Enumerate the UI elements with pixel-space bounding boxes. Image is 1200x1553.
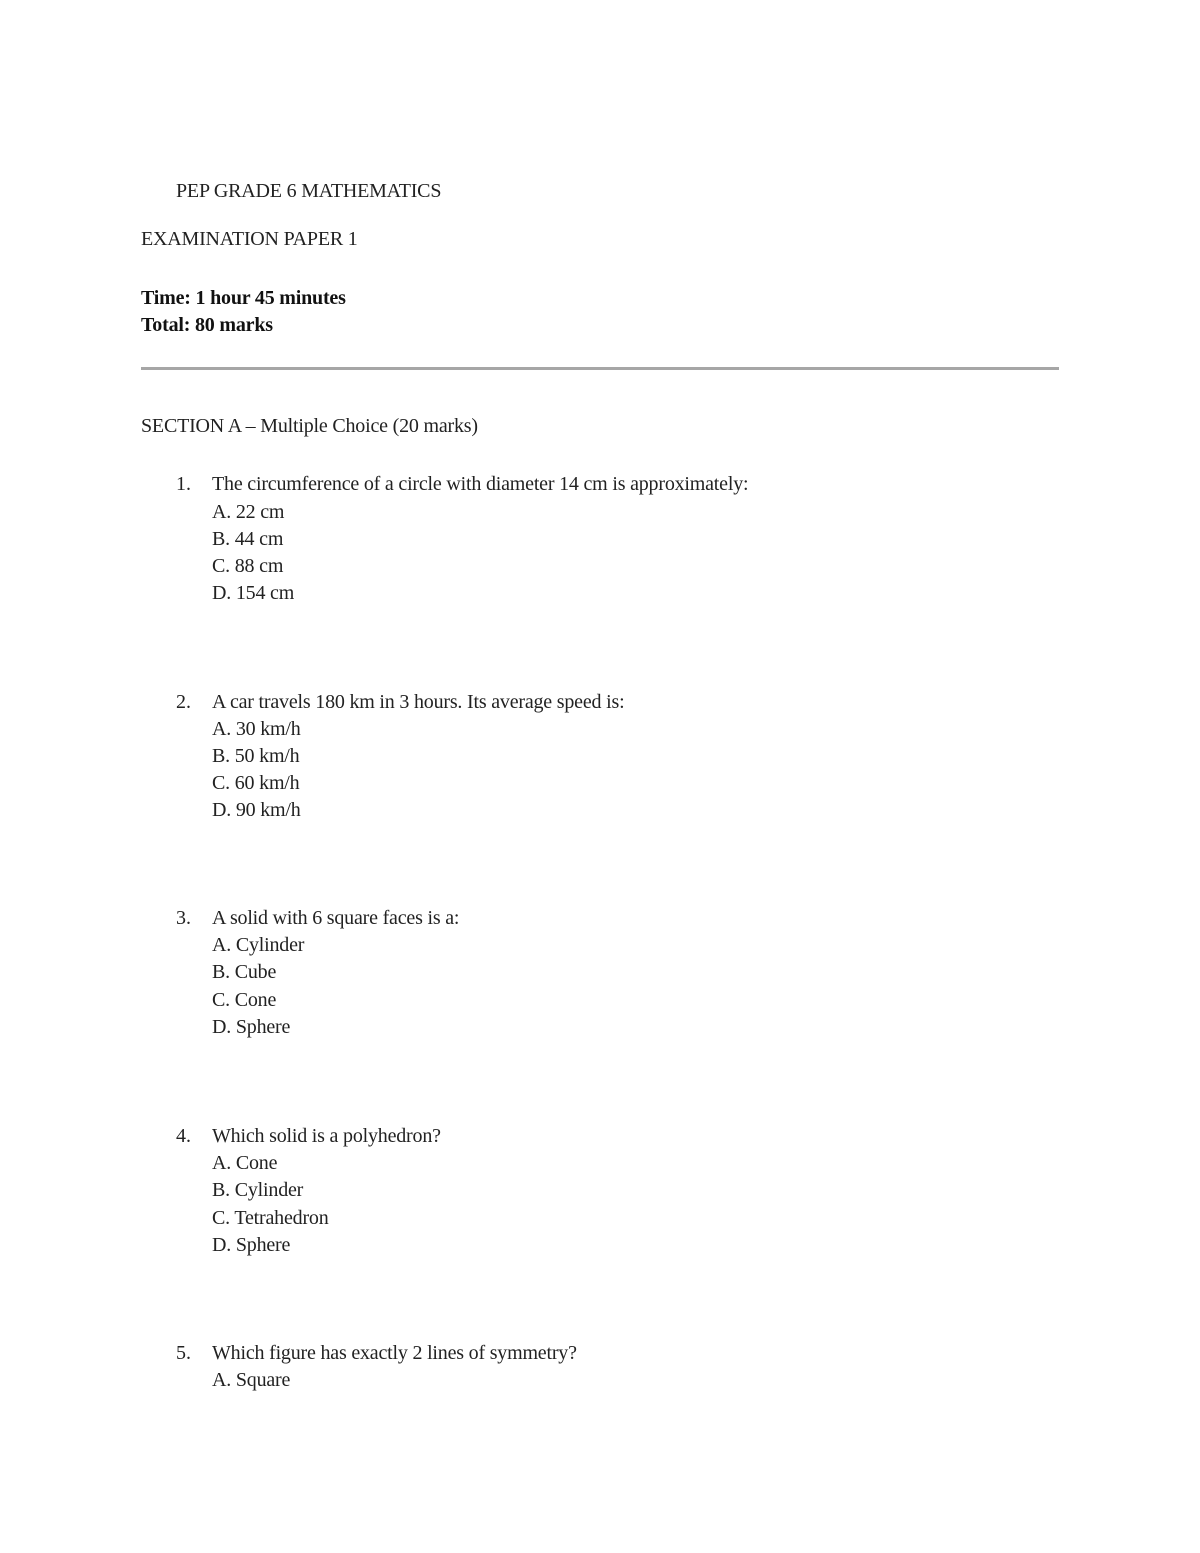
question-number: 2. — [176, 691, 191, 713]
answer-option: B. 50 km/h — [212, 745, 300, 767]
exam-title: PEP GRADE 6 MATHEMATICS — [176, 180, 442, 202]
section-heading: SECTION A – Multiple Choice (20 marks) — [141, 415, 478, 437]
question-text: Which figure has exactly 2 lines of symmetry? — [212, 1342, 577, 1364]
answer-option: B. Cylinder — [212, 1179, 304, 1201]
answer-option: C. 60 km/h — [212, 772, 300, 794]
answer-option: B. Cube — [212, 961, 277, 983]
question-text: Which solid is a polyhedron? — [212, 1125, 441, 1147]
answer-option: B. 44 cm — [212, 528, 284, 550]
question-text: A car travels 180 km in 3 hours. Its average speed is: — [212, 691, 625, 713]
answer-option: D. Sphere — [212, 1234, 291, 1256]
answer-option: D. 154 cm — [212, 582, 295, 604]
total-marks: Total: 80 marks — [141, 314, 273, 336]
question-number: 5. — [176, 1342, 191, 1364]
answer-option: D. Sphere — [212, 1016, 291, 1038]
answer-option: C. Tetrahedron — [212, 1207, 329, 1229]
time-allowed: Time: 1 hour 45 minutes — [141, 287, 346, 309]
answer-option: A. Cylinder — [212, 934, 305, 956]
answer-option: A. Cone — [212, 1152, 278, 1174]
question-number: 3. — [176, 907, 191, 929]
question-text: The circumference of a circle with diameter 14 cm is approximately: — [212, 473, 749, 495]
answer-option: D. 90 km/h — [212, 799, 301, 821]
horizontal-divider — [141, 367, 1059, 370]
answer-option: C. Cone — [212, 989, 277, 1011]
question-number: 4. — [176, 1125, 191, 1147]
question-number: 1. — [176, 473, 191, 495]
paper-label: EXAMINATION PAPER 1 — [141, 228, 358, 250]
answer-option: A. 30 km/h — [212, 718, 301, 740]
question-text: A solid with 6 square faces is a: — [212, 907, 460, 929]
answer-option: A. 22 cm — [212, 501, 285, 523]
answer-option: A. Square — [212, 1369, 291, 1391]
answer-option: C. 88 cm — [212, 555, 284, 577]
